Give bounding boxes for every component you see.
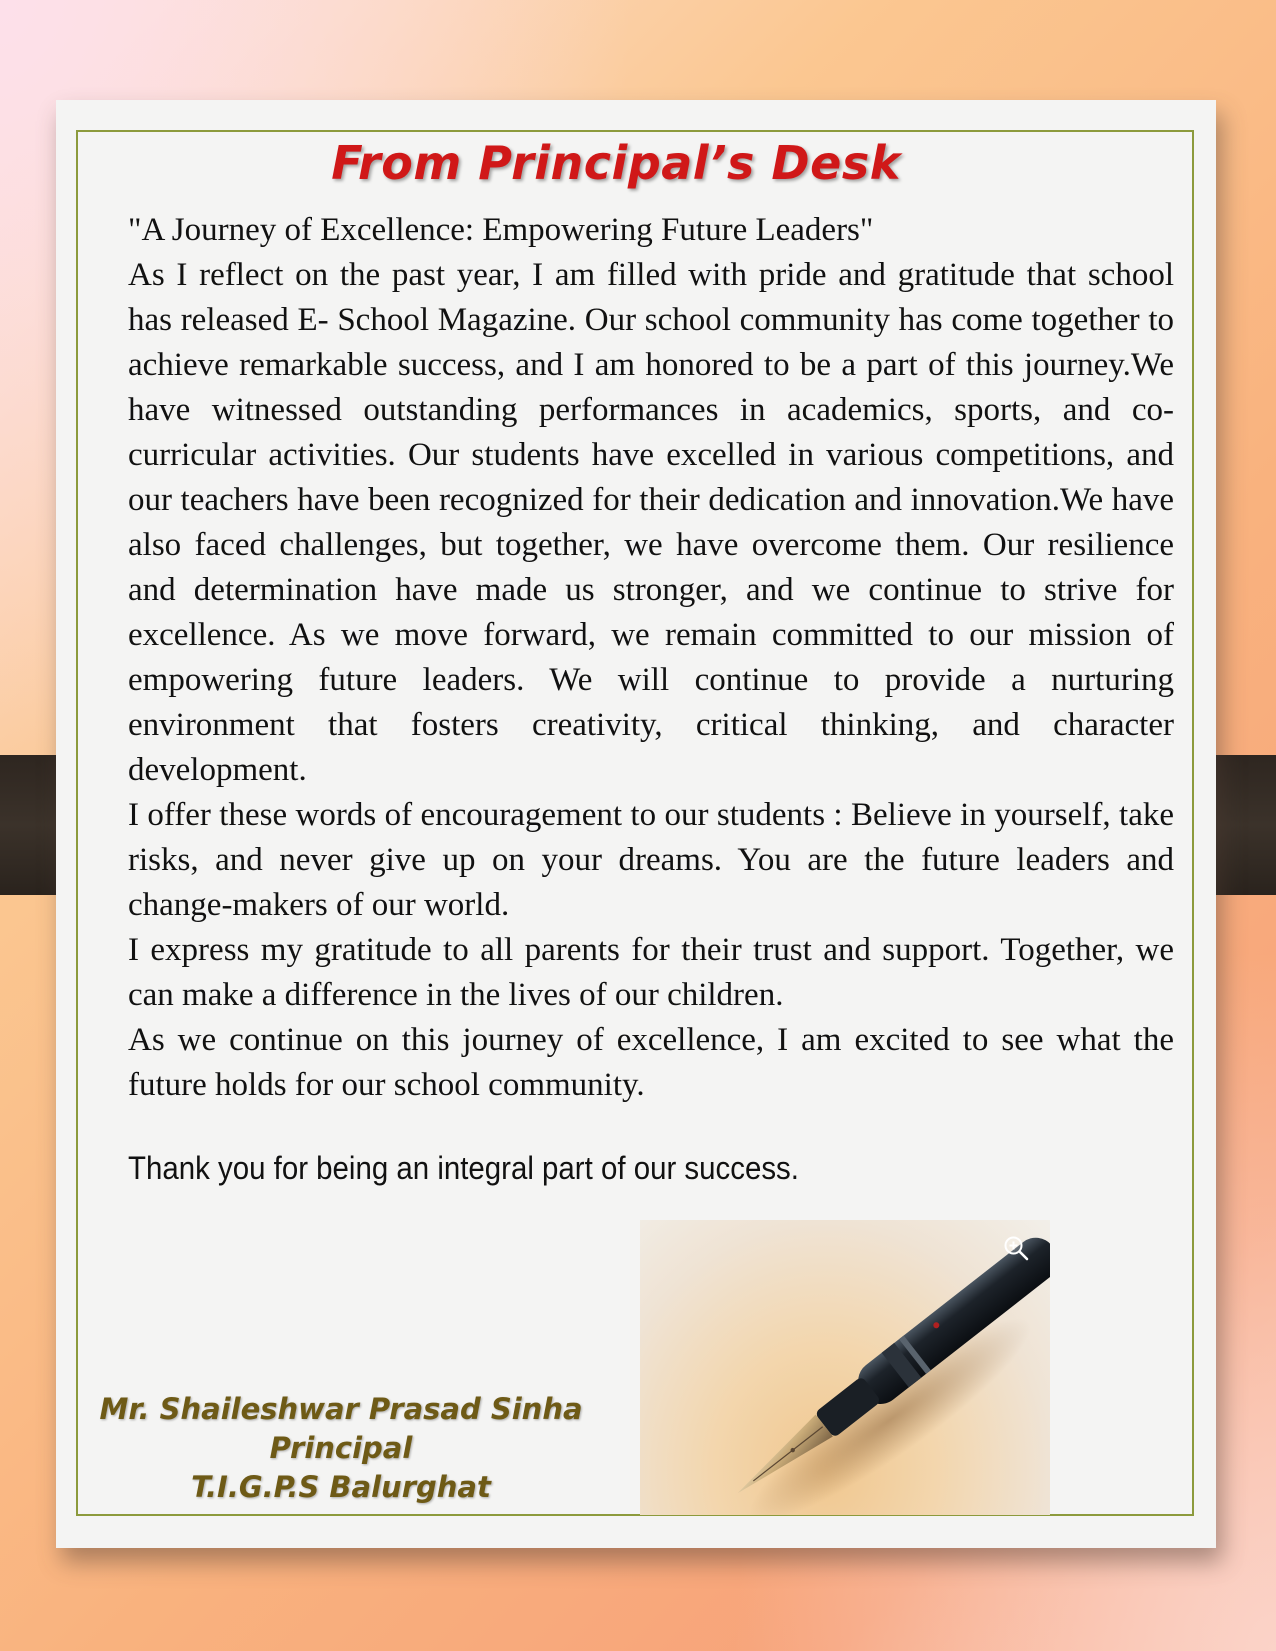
letter-body: [128, 208, 1174, 1108]
thanks-line: Thank you for being an integral part of our success.: [128, 1150, 799, 1186]
school-name: T.I.G.P.S Balurghat: [191, 1470, 491, 1504]
zoom-in-icon[interactable]: [1002, 1234, 1030, 1262]
principal-designation: Principal: [269, 1431, 413, 1465]
paragraph-4: As we continue on this journey of excellence, I am excited to see what the future holds for our school community.: [128, 1022, 1174, 1103]
paragraph-1: As I reflect on the past year, I am filled with pride and gratitude that school has released E- School Magazine. Our school community has come together to achieve remarkable success, and I am honored to be a part of this journey.We have witnessed outstanding performances in academics, sports, and co-curricular activities. Our students have excelled in various competitions, and our teachers have been recognized for their dedication and innovation.We have also faced challenges, but together, we have overcome them. Our resilience and determination have made us stronger, and we continue to strive for excellence. As we move forward, we remain committed to our mission of empowering future leaders. We will continue to provide a nurturing environment that fosters creativity, critical thinking, and character development.: [128, 257, 1174, 788]
page-title: From Principal’s Desk: [331, 136, 901, 190]
fountain-pen-image: [640, 1220, 1050, 1515]
letter-subtitle: "A Journey of Excellence: Empowering Future Leaders": [128, 212, 874, 248]
signature-block: [76, 1390, 606, 1507]
paragraph-2: I offer these words of encouragement to our students : Believe in yourself, take risks, and never give up on your dreams. You are the future leaders and change-makers of our world.: [128, 797, 1174, 923]
principal-name: Mr. Shaileshwar Prasad Sinha: [99, 1392, 583, 1426]
magazine-page: [56, 100, 1216, 1548]
paragraph-3: I express my gratitude to all parents for their trust and support. Together, we can make a difference in the lives of our children.: [128, 932, 1174, 1013]
